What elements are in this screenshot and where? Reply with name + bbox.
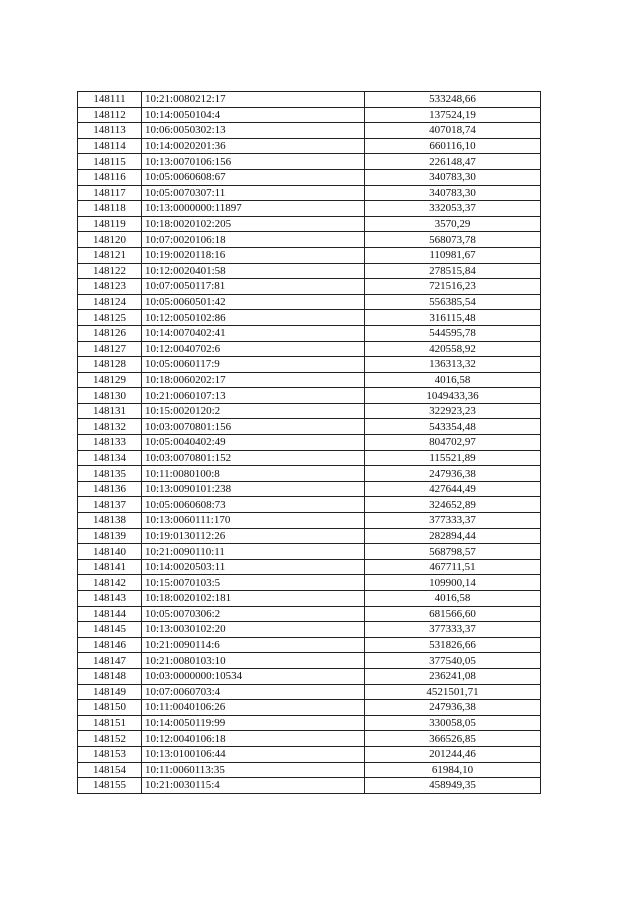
cell-cadastral-number: 10:05:0070306:2: [142, 606, 365, 622]
cell-cadastral-number: 10:07:0060703:4: [142, 684, 365, 700]
cell-cadastral-number: 10:12:0020401:58: [142, 263, 365, 279]
cell-cadastral-number: 10:11:0040106:26: [142, 700, 365, 716]
table-row: [78, 169, 541, 185]
cell-value: 324652,89: [365, 497, 541, 513]
cell-cadastral-number: 10:07:0020106:18: [142, 232, 365, 248]
cell-cadastral-number: 10:14:0020201:36: [142, 138, 365, 154]
cell-value: 660116,10: [365, 138, 541, 154]
cell-number: 148124: [78, 294, 142, 310]
table-row: [78, 684, 541, 700]
cell-value: 568798,57: [365, 544, 541, 560]
cell-number: 148117: [78, 185, 142, 201]
cell-cadastral-number: 10:05:0060608:67: [142, 169, 365, 185]
cell-value: 115521,89: [365, 450, 541, 466]
cell-cadastral-number: 10:18:0020102:181: [142, 591, 365, 607]
cell-cadastral-number: 10:21:0060107:13: [142, 388, 365, 404]
cell-number: 148138: [78, 513, 142, 529]
cell-cadastral-number: 10:03:0000000:10534: [142, 668, 365, 684]
table-row: [78, 403, 541, 419]
cell-cadastral-number: 10:21:0090114:6: [142, 637, 365, 653]
cell-number: 148144: [78, 606, 142, 622]
table-row: [78, 185, 541, 201]
cell-number: 148132: [78, 419, 142, 435]
cell-number: 148136: [78, 481, 142, 497]
cell-cadastral-number: 10:15:0020120:2: [142, 403, 365, 419]
cell-cadastral-number: 10:11:0080100:8: [142, 466, 365, 482]
cell-cadastral-number: 10:05:0070307:11: [142, 185, 365, 201]
table-row: [78, 591, 541, 607]
cell-number: 148115: [78, 154, 142, 170]
cell-value: 136313,32: [365, 357, 541, 373]
cell-value: 247936,38: [365, 700, 541, 716]
cell-number: 148118: [78, 201, 142, 217]
cell-number: 148137: [78, 497, 142, 513]
cell-value: 4016,58: [365, 372, 541, 388]
cell-number: 148135: [78, 466, 142, 482]
cell-number: 148126: [78, 325, 142, 341]
cell-value: 568073,78: [365, 232, 541, 248]
table-row: [78, 731, 541, 747]
cell-value: 3570,29: [365, 216, 541, 232]
data-table: [77, 91, 541, 794]
cell-number: 148129: [78, 372, 142, 388]
cell-value: 4016,58: [365, 591, 541, 607]
table-row: [78, 435, 541, 451]
cell-cadastral-number: 10:11:0060113:35: [142, 762, 365, 778]
cell-cadastral-number: 10:21:0080212:17: [142, 92, 365, 108]
cell-cadastral-number: 10:14:0050119:99: [142, 715, 365, 731]
cell-value: 340783,30: [365, 169, 541, 185]
table-row: [78, 715, 541, 731]
cell-cadastral-number: 10:03:0070801:156: [142, 419, 365, 435]
table-row: [78, 481, 541, 497]
cell-value: 377333,37: [365, 513, 541, 529]
cell-number: 148152: [78, 731, 142, 747]
cell-value: 533248,66: [365, 92, 541, 108]
cell-value: 420558,92: [365, 341, 541, 357]
table-row: [78, 700, 541, 716]
cell-cadastral-number: 10:13:0060111:170: [142, 513, 365, 529]
table-row: [78, 762, 541, 778]
cell-cadastral-number: 10:06:0050302:13: [142, 123, 365, 139]
table-row: [78, 528, 541, 544]
table-row: [78, 559, 541, 575]
cell-number: 148130: [78, 388, 142, 404]
cell-number: 148111: [78, 92, 142, 108]
table-row: [78, 138, 541, 154]
table-body: [78, 92, 541, 794]
cell-number: 148127: [78, 341, 142, 357]
cell-value: 377540,05: [365, 653, 541, 669]
table-row: [78, 653, 541, 669]
cell-number: 148121: [78, 247, 142, 263]
cell-number: 148114: [78, 138, 142, 154]
cell-value: 467711,51: [365, 559, 541, 575]
table-row: [78, 154, 541, 170]
cell-number: 148123: [78, 279, 142, 295]
table-row: [78, 419, 541, 435]
table-row: [78, 778, 541, 794]
cell-number: 148113: [78, 123, 142, 139]
table-row: [78, 310, 541, 326]
cell-value: 61984,10: [365, 762, 541, 778]
cell-number: 148154: [78, 762, 142, 778]
table-row: [78, 466, 541, 482]
cell-value: 544595,78: [365, 325, 541, 341]
cell-cadastral-number: 10:12:0040106:18: [142, 731, 365, 747]
table-row: [78, 388, 541, 404]
cell-value: 4521501,71: [365, 684, 541, 700]
table-row: [78, 497, 541, 513]
table-row: [78, 357, 541, 373]
cell-number: 148128: [78, 357, 142, 373]
cell-value: 110981,67: [365, 247, 541, 263]
table-row: [78, 606, 541, 622]
table-row: [78, 746, 541, 762]
cell-value: 201244,46: [365, 746, 541, 762]
cell-value: 1049433,36: [365, 388, 541, 404]
cell-value: 332053,37: [365, 201, 541, 217]
cell-number: 148155: [78, 778, 142, 794]
cell-value: 458949,35: [365, 778, 541, 794]
cell-cadastral-number: 10:13:0000000:11897: [142, 201, 365, 217]
cell-number: 148142: [78, 575, 142, 591]
cell-number: 148119: [78, 216, 142, 232]
table-row: [78, 341, 541, 357]
cell-cadastral-number: 10:18:0060202:17: [142, 372, 365, 388]
cell-value: 366526,85: [365, 731, 541, 747]
cell-number: 148148: [78, 668, 142, 684]
cell-cadastral-number: 10:13:0070106:156: [142, 154, 365, 170]
cell-number: 148150: [78, 700, 142, 716]
cell-cadastral-number: 10:12:0040702:6: [142, 341, 365, 357]
cell-cadastral-number: 10:15:0070103:5: [142, 575, 365, 591]
cell-number: 148147: [78, 653, 142, 669]
cell-number: 148153: [78, 746, 142, 762]
table-row: [78, 325, 541, 341]
cell-cadastral-number: 10:21:0030115:4: [142, 778, 365, 794]
cell-number: 148143: [78, 591, 142, 607]
cell-value: 226148,47: [365, 154, 541, 170]
table-row: [78, 92, 541, 108]
cell-cadastral-number: 10:13:0090101:238: [142, 481, 365, 497]
table-row: [78, 263, 541, 279]
cell-value: 247936,38: [365, 466, 541, 482]
table-row: [78, 247, 541, 263]
cell-cadastral-number: 10:05:0060501:42: [142, 294, 365, 310]
cell-cadastral-number: 10:12:0050102:86: [142, 310, 365, 326]
cell-value: 407018,74: [365, 123, 541, 139]
cell-number: 148120: [78, 232, 142, 248]
cell-value: 681566,60: [365, 606, 541, 622]
table-row: [78, 544, 541, 560]
cell-value: 543354,48: [365, 419, 541, 435]
cell-value: 278515,84: [365, 263, 541, 279]
cell-value: 721516,23: [365, 279, 541, 295]
cell-value: 322923,23: [365, 403, 541, 419]
cell-number: 148141: [78, 559, 142, 575]
table-row: [78, 123, 541, 139]
table-row: [78, 216, 541, 232]
cell-cadastral-number: 10:13:0100106:44: [142, 746, 365, 762]
cell-value: 137524,19: [365, 107, 541, 123]
cell-number: 148146: [78, 637, 142, 653]
cell-number: 148112: [78, 107, 142, 123]
table-row: [78, 513, 541, 529]
cell-number: 148149: [78, 684, 142, 700]
cell-value: 556385,54: [365, 294, 541, 310]
table-row: [78, 372, 541, 388]
cell-value: 804702,97: [365, 435, 541, 451]
table-row: [78, 622, 541, 638]
cell-value: 377333,37: [365, 622, 541, 638]
cell-number: 148131: [78, 403, 142, 419]
cell-value: 340783,30: [365, 185, 541, 201]
table-row: [78, 232, 541, 248]
cell-cadastral-number: 10:14:0070402:41: [142, 325, 365, 341]
cell-number: 148140: [78, 544, 142, 560]
table-row: [78, 107, 541, 123]
cell-cadastral-number: 10:07:0050117:81: [142, 279, 365, 295]
cell-value: 330058,05: [365, 715, 541, 731]
cell-number: 148122: [78, 263, 142, 279]
cell-value: 282894,44: [365, 528, 541, 544]
cell-cadastral-number: 10:19:0020118:16: [142, 247, 365, 263]
cell-cadastral-number: 10:14:0020503:11: [142, 559, 365, 575]
table-row: [78, 637, 541, 653]
cell-cadastral-number: 10:13:0030102:20: [142, 622, 365, 638]
table-row: [78, 450, 541, 466]
cell-cadastral-number: 10:05:0040402:49: [142, 435, 365, 451]
cell-number: 148125: [78, 310, 142, 326]
cell-value: 531826,66: [365, 637, 541, 653]
table-row: [78, 294, 541, 310]
cell-number: 148116: [78, 169, 142, 185]
cell-cadastral-number: 10:21:0090110:11: [142, 544, 365, 560]
table-row: [78, 575, 541, 591]
cell-number: 148139: [78, 528, 142, 544]
cell-number: 148151: [78, 715, 142, 731]
table-row: [78, 201, 541, 217]
cell-cadastral-number: 10:03:0070801:152: [142, 450, 365, 466]
cell-cadastral-number: 10:19:0130112:26: [142, 528, 365, 544]
cell-value: 109900,14: [365, 575, 541, 591]
cell-cadastral-number: 10:21:0080103:10: [142, 653, 365, 669]
cell-value: 236241,08: [365, 668, 541, 684]
table-row: [78, 279, 541, 295]
cell-value: 427644,49: [365, 481, 541, 497]
cell-number: 148133: [78, 435, 142, 451]
cell-cadastral-number: 10:18:0020102:205: [142, 216, 365, 232]
cell-value: 316115,48: [365, 310, 541, 326]
cell-cadastral-number: 10:05:0060117:9: [142, 357, 365, 373]
cell-number: 148145: [78, 622, 142, 638]
table-row: [78, 668, 541, 684]
cell-cadastral-number: 10:05:0060608:73: [142, 497, 365, 513]
cell-number: 148134: [78, 450, 142, 466]
cell-cadastral-number: 10:14:0050104:4: [142, 107, 365, 123]
